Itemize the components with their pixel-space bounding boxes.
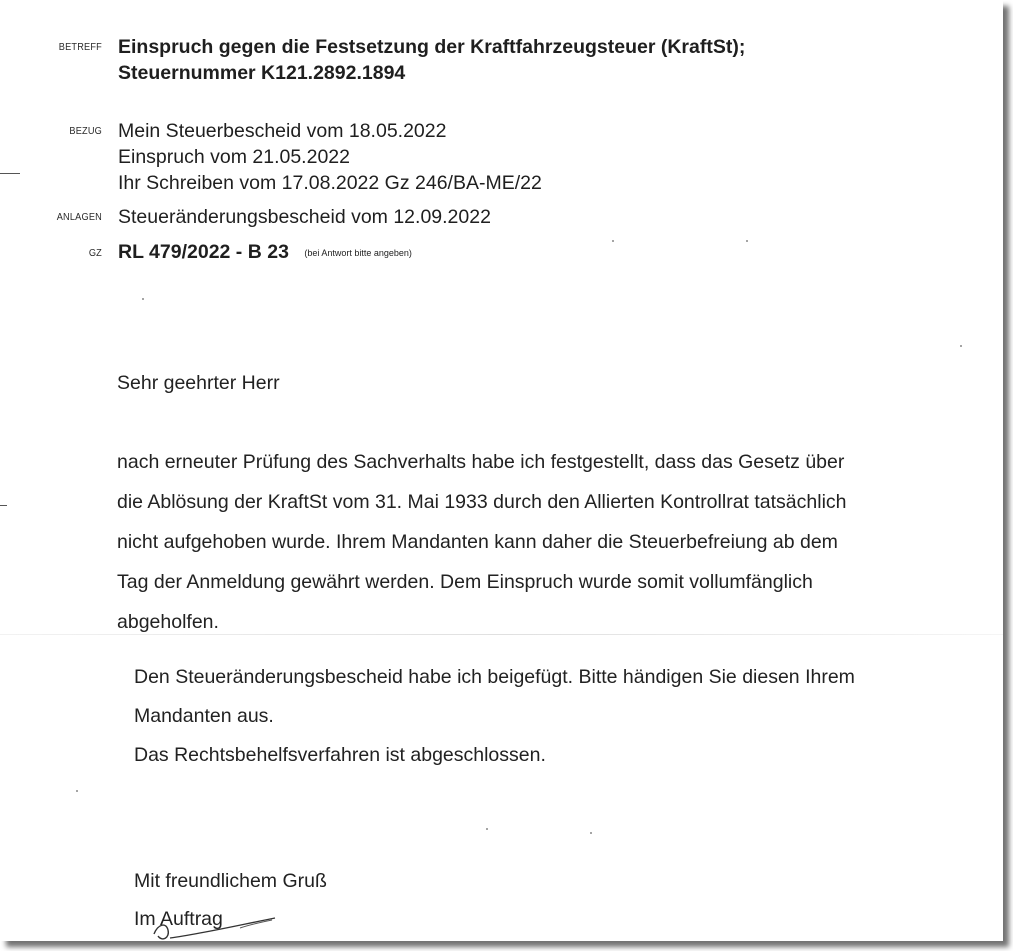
paragraph-line: Mandanten aus. bbox=[134, 705, 274, 727]
letter-lower-section bbox=[0, 636, 1003, 941]
scan-fold-line bbox=[0, 634, 1003, 635]
subject-line-2: Steuernummer K121.2892.1894 bbox=[118, 62, 406, 84]
attachments-value: Steueränderungsbescheid vom 12.09.2022 bbox=[118, 206, 491, 228]
file-number-value: RL 479/2022 - B 23 bbox=[118, 241, 289, 263]
file-number-label: GZ bbox=[88, 248, 102, 259]
reference-line-1: Mein Steuerbescheid vom 18.05.2022 bbox=[118, 120, 447, 142]
paragraph-line: abgeholfen. bbox=[117, 611, 219, 633]
signature-scribble bbox=[140, 904, 290, 941]
reference-line-2: Einspruch vom 21.05.2022 bbox=[118, 146, 350, 168]
paragraph-2 bbox=[134, 658, 855, 775]
salutation: Sehr geehrter Herr bbox=[117, 372, 280, 394]
sign-prefix: Im Auftrag bbox=[134, 908, 223, 930]
paragraph-line: Tag der Anmeldung gewährt werden. Dem Einspruch wurde somit vollumfänglich bbox=[117, 571, 813, 593]
subject-label: BETREFF bbox=[58, 42, 102, 53]
scan-speck bbox=[142, 298, 144, 300]
paragraph-line: Das Rechtsbehelfsverfahren ist abgeschlossen. bbox=[134, 744, 546, 766]
paragraph-line: Den Steueränderungsbescheid habe ich beigefügt. Bitte händigen Sie diesen Ihrem bbox=[134, 666, 855, 688]
paragraph-line: nach erneuter Prüfung des Sachverhalts habe ich festgestellt, dass das Gesetz über bbox=[117, 451, 845, 473]
scan-speck bbox=[612, 240, 614, 242]
subject-line-1: Einspruch gegen die Festsetzung der Kraftfahrzeugsteuer (KraftSt); bbox=[118, 36, 746, 58]
file-number-note: (bei Antwort bitte angeben) bbox=[304, 248, 412, 258]
paragraph-line: nicht aufgehoben wurde. Ihrem Mandanten kann daher die Steuerbefreiung ab dem bbox=[117, 531, 838, 553]
reference-line-3: Ihr Schreiben vom 17.08.2022 Gz 246/BA-ME/22 bbox=[118, 172, 542, 194]
scan-mark bbox=[0, 505, 7, 506]
closing: Mit freundlichem Gruß bbox=[134, 870, 327, 892]
paragraph-1 bbox=[117, 442, 847, 642]
reference-label: BEZUG bbox=[69, 126, 102, 137]
scan-mark bbox=[0, 173, 20, 174]
scan-speck bbox=[746, 240, 748, 242]
scan-speck bbox=[960, 345, 962, 347]
paragraph-line: die Ablösung der KraftSt vom 31. Mai 1933 durch den Allierten Kontrollrat tatsächlich bbox=[117, 491, 847, 513]
attachments-label: ANLAGEN bbox=[56, 212, 102, 223]
file-number-row bbox=[118, 240, 412, 265]
